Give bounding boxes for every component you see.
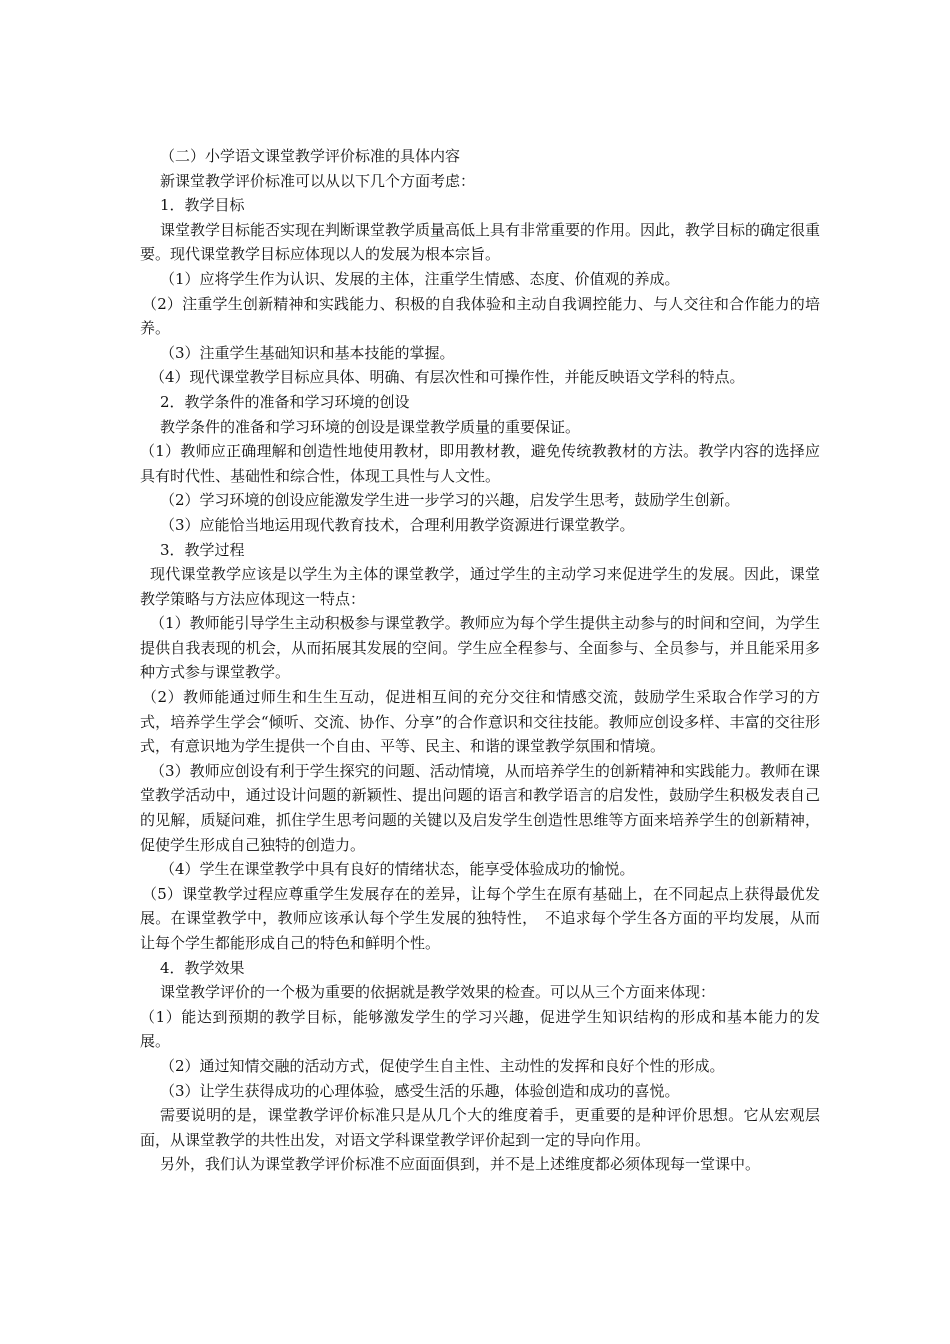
list-item: （1）能达到预期的教学目标，能够激发学生的学习兴趣，促进学生知识结构的形成和基本能力的发展。: [140, 1007, 820, 1051]
list-item: （2）教师能通过师生和生生互动，促进相互间的充分交往和情感交流，鼓励学生采取合作学习的方式，培养学生学会“倾听、交流、协作、分享”的合作意识和交往技能。教师应创设多样、丰富的交往形式，有意识地为学生提供一个自由、平等、民主、和谐的课堂教学氛围和情境。: [140, 688, 820, 756]
list-item: （1）应将学生作为认识、发展的主体，注重学生情感、态度、价值观的养成。: [160, 269, 680, 288]
paragraph-teaching-goals: 课堂教学目标能否实现在判断课堂教学质量高低上具有非常重要的作用。因此，教学目标的确定很重要。现代课堂教学目标应体现以人的发展为根本宗旨。: [140, 220, 821, 264]
list-item: （3）让学生获得成功的心理体验，感受生活的乐趣，体验创造和成功的喜悦。: [160, 1081, 680, 1100]
list-item: （4）现代课堂教学目标应具体、明确、有层次性和可操作性，并能反映语文学科的特点。: [150, 368, 745, 387]
list-item: （2）学习环境的创设应能激发学生进一步学习的兴趣，启发学生思考，鼓励学生创新。: [160, 491, 740, 510]
list-item: （1）教师应正确理解和创造性地使用教材，即用教材教，避免传统教教材的方法。教学内容的选择应具有时代性、基础性和综合性，体现工具性与人文性。: [140, 442, 820, 485]
list-item: （3）教师应创设有利于学生探究的问题、活动情境，从而培养学生的创新精神和实践能力。教师在课堂教学活动中，通过设计问题的新颖性、提出问题的语言和教学语言的启发性，鼓励学生积极发表自己的见解，质疑问难，抓住学生思考问题的关键以及启发学生创造性思维等方面来培养学生的创新精神，促使学生形成自己独特的创造力。: [140, 761, 820, 854]
list-item: （5）课堂教学过程应尊重学生发展存在的差异，让每个学生在原有基础上，在不同起点上获得最优发展。在课堂教学中，教师应该承认每个学生发展的独特性， 不追求每个学生各方面的平均发展，从而让每个学生都能形成自己的特色和鲜明个性。: [140, 884, 820, 952]
list-item: （3）应能恰当地运用现代教育技术，合理利用教学资源进行课堂教学。: [160, 515, 635, 534]
paragraph-teaching-effect: 课堂教学评价的一个极为重要的依据就是教学效果的检查。可以从三个方面来体现：: [160, 983, 716, 1002]
closing-paragraph: 需要说明的是，课堂教学评价标准只是从几个大的维度着手，更重要的是种评价思想。它从宏观层面，从课堂教学的共性出发，对语文学科课堂教学评价起到一定的导向作用。: [140, 1106, 820, 1149]
paragraph-teaching-conditions: 教学条件的准备和学习环境的创设是课堂教学质量的重要保证。: [160, 417, 581, 436]
paragraph-teaching-process: 现代课堂教学应该是以学生为主体的课堂教学，通过学生的主动学习来促进学生的发展。因此，课堂教学策略与方法应体现这一特点：: [140, 565, 820, 608]
closing-paragraph: 另外，我们认为课堂教学评价标准不应面面俱到，并不是上述维度都必须体现每一堂课中。: [160, 1155, 761, 1174]
heading-teaching-process: 3．教学过程: [160, 540, 245, 559]
heading-teaching-effect: 4．教学效果: [160, 958, 245, 977]
heading-teaching-goals: 1．教学目标: [160, 196, 245, 215]
intro-paragraph: 新课堂教学评价标准可以从以下几个方面考虑：: [160, 171, 476, 190]
document-page: [140, 144, 820, 1177]
list-item: （2）注重学生创新精神和实践能力、积极的自我体验和主动自我调控能力、与人交往和合作能力的培养。: [140, 294, 820, 338]
heading-teaching-conditions: 2．教学条件的准备和学习环境的创设: [160, 392, 410, 411]
section-title: （二）小学语文课堂教学评价标准的具体内容: [160, 147, 461, 165]
list-item: （3）注重学生基础知识和基本技能的掌握。: [160, 343, 455, 362]
list-item: （1）教师能引导学生主动积极参与课堂教学。教师应为每个学生提供主动参与的时间和空间，为学生提供自我表现的机会，从而拓展其发展的空间。学生应全程参与、全面参与、全员参与，并且能采用多种方式参与课堂教学。: [140, 614, 820, 682]
list-item: （2）通过知情交融的活动方式，促使学生自主性、主动性的发挥和良好个性的形成。: [160, 1056, 725, 1075]
list-item: （4）学生在课堂教学中具有良好的情绪状态，能享受体验成功的愉悦。: [160, 860, 635, 879]
